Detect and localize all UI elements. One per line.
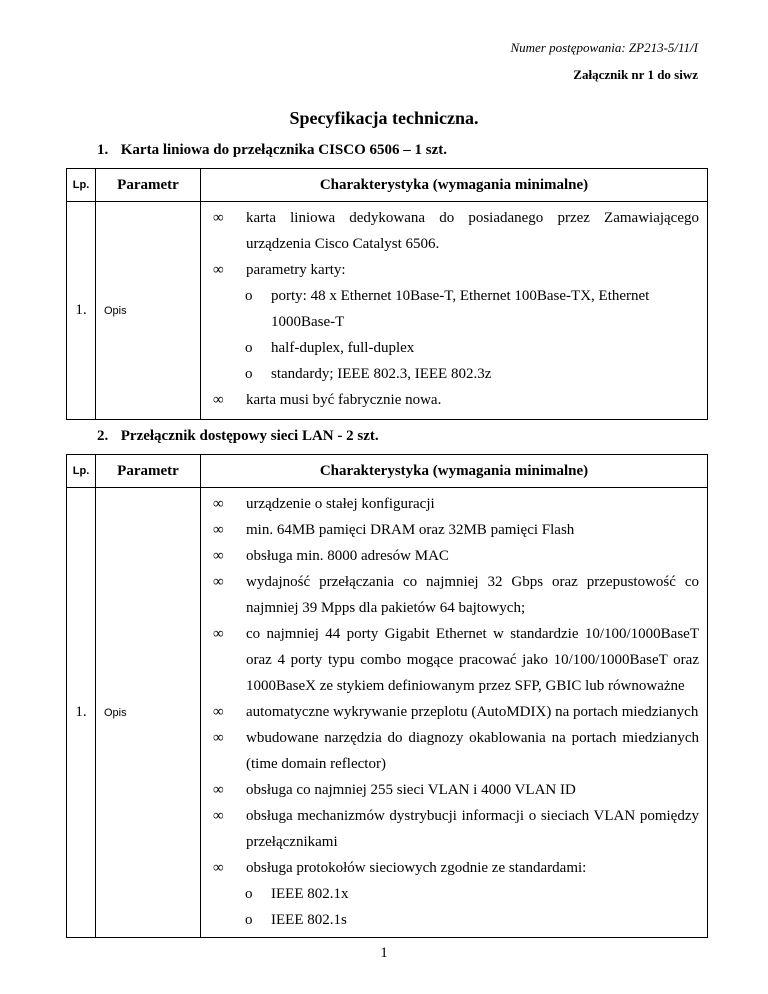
sub-item-text: half-duplex, full-duplex	[271, 340, 415, 356]
sub-item-text: IEEE 802.1x	[271, 886, 349, 902]
list-item	[213, 699, 699, 725]
sub-list-item	[213, 361, 699, 387]
list-item-text: obsługa min. 8000 adresów MAC	[246, 548, 449, 564]
list-item	[213, 569, 699, 621]
section-2-title-text: Przełącznik dostępowy sieci LAN - 2 szt.	[120, 428, 379, 444]
list-item-text: urządzenie o stałej konfiguracji	[246, 496, 435, 512]
bullet-mark: ∞	[213, 548, 224, 564]
list-item	[213, 387, 699, 413]
bullet-mark: ∞	[213, 860, 224, 876]
table-row	[67, 202, 708, 420]
spec-table-2	[66, 454, 708, 938]
section-2-number: 2.	[97, 428, 109, 444]
list-item	[213, 257, 699, 283]
spec-table-1	[66, 168, 708, 420]
bullet-mark: ∞	[213, 496, 224, 512]
bullet-mark: ∞	[213, 730, 224, 746]
list-item-text: obsługa protokołów sieciowych zgodnie ze standardami:	[246, 860, 587, 876]
list-item-text: karta liniowa dedykowana do posiadanego przez Zamawiającego urządzenia Cisco Catalyst 6506.	[246, 210, 699, 252]
list-item-text: parametry karty:	[246, 262, 346, 278]
bullet-mark: ∞	[213, 522, 224, 538]
sub-list-item	[213, 335, 699, 361]
attachment-label: Załącznik nr 1 do siwz	[573, 67, 698, 82]
header-lp: Lp.	[67, 455, 96, 488]
section-2-title	[97, 428, 379, 445]
section-1-number: 1.	[97, 142, 109, 158]
sub-bullet-mark: o	[245, 886, 253, 902]
sub-list-item	[213, 907, 699, 933]
list-item	[213, 777, 699, 803]
row-characteristics	[201, 202, 708, 420]
table-header-row	[67, 169, 708, 202]
header-param: Parametr	[96, 455, 201, 488]
section-1-title-text: Karta liniowa do przełącznika CISCO 6506 – 1 szt.	[120, 142, 447, 158]
bullet-mark: ∞	[213, 262, 224, 278]
page-number: 1	[380, 945, 388, 961]
list-item	[213, 725, 699, 777]
row-number: 1.	[67, 488, 96, 938]
procurement-number: Numer postępowania: ZP213-5/11/I	[510, 40, 698, 55]
row-param: Opis	[96, 488, 201, 938]
list-item-text: wbudowane narzędzia do diagnozy okablowania na portach miedzianych (time domain reflector)	[246, 730, 699, 772]
list-item	[213, 205, 699, 257]
row-param: Opis	[96, 202, 201, 420]
sub-item-text: standardy; IEEE 802.3, IEEE 802.3z	[271, 366, 492, 382]
list-item	[213, 517, 699, 543]
sub-bullet-mark: o	[245, 340, 253, 356]
header-characteristics: Charakterystyka (wymagania minimalne)	[201, 169, 708, 202]
list-item-text: karta musi być fabrycznie nowa.	[246, 392, 442, 408]
sub-bullet-mark: o	[245, 288, 253, 304]
list-item-text: wydajność przełączania co najmniej 32 Gbps oraz przepustowość co najmniej 39 Mpps dla pakietów 64 bajtowych;	[246, 574, 699, 616]
bullet-mark: ∞	[213, 210, 224, 226]
sub-item-text: porty: 48 x Ethernet 10Base-T, Ethernet 100Base-TX, Ethernet 1000Base-T	[271, 288, 650, 330]
sub-bullet-mark: o	[245, 366, 253, 382]
list-item	[213, 491, 699, 517]
row-characteristics	[201, 488, 708, 938]
sub-list-item	[213, 881, 699, 907]
bullet-mark: ∞	[213, 626, 224, 642]
list-item-text: min. 64MB pamięci DRAM oraz 32MB pamięci Flash	[246, 522, 575, 538]
bullet-mark: ∞	[213, 808, 224, 824]
header-lp: Lp.	[67, 169, 96, 202]
list-item	[213, 855, 699, 881]
bullet-mark: ∞	[213, 782, 224, 798]
section-1-title	[97, 142, 447, 159]
list-item-text: automatyczne wykrywanie przeplotu (AutoMDIX) na portach miedzianych	[246, 704, 699, 720]
header-param: Parametr	[96, 169, 201, 202]
document-title: Specyfikacja techniczna.	[289, 108, 479, 128]
sub-list-item	[213, 283, 699, 335]
bullet-mark: ∞	[213, 392, 224, 408]
list-item-text: obsługa mechanizmów dystrybucji informacji o sieciach VLAN pomiędzy przełącznikami	[246, 808, 699, 850]
sub-bullet-mark: o	[245, 912, 253, 928]
table-header-row	[67, 455, 708, 488]
list-item	[213, 803, 699, 855]
sub-item-text: IEEE 802.1s	[271, 912, 347, 928]
list-item	[213, 543, 699, 569]
bullet-mark: ∞	[213, 574, 224, 590]
header-characteristics: Charakterystyka (wymagania minimalne)	[201, 455, 708, 488]
row-number: 1.	[67, 202, 96, 420]
bullet-mark: ∞	[213, 704, 224, 720]
list-item	[213, 621, 699, 699]
list-item-text: obsługa co najmniej 255 sieci VLAN i 4000 VLAN ID	[246, 782, 576, 798]
table-row	[67, 488, 708, 938]
list-item-text: co najmniej 44 porty Gigabit Ethernet w standardzie 10/100/1000BaseT oraz 4 porty typu combo mogące pracować jako 10/100/1000BaseT oraz 1000BaseX ze stykiem definiowanym przez SFP, GBIC lub równoważne	[246, 626, 699, 694]
